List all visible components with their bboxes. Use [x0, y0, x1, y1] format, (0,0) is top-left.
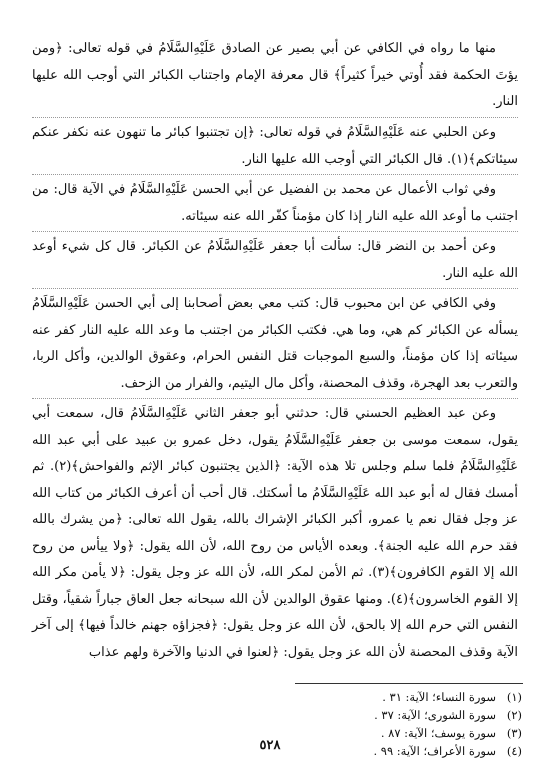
footnote-text: سورة الأعراف؛ الآية: ٩٩ . — [373, 744, 496, 758]
footnote-1 — [240, 688, 522, 706]
paragraph-separator — [32, 231, 518, 232]
footnote-number: (١) — [506, 690, 522, 704]
footnote-text: سورة يوسف؛ الآية: ٨٧ . — [380, 726, 496, 740]
paragraph-separator — [32, 288, 518, 289]
footnote-2 — [240, 706, 522, 724]
footnote-text: سورة النساء؛ الآية: ٣١ . — [382, 690, 496, 704]
paragraph-2: وعن الحلبي عنه عَلَيْهِ‌السَّلَامُ في قوله تعالى: ﴿إن تجتنبوا كبائر ما تنهون عنه نكفر عنكم سيئاتكم﴾(١). قال الكبائر التي أوجب الله عليها النار. — [32, 125, 518, 167]
footnote-text: سورة الشورى؛ الآية: ٣٧ . — [374, 708, 496, 722]
paragraph-5: وفي الكافي عن ابن محبوب قال: كتب معي بعض أصحابنا إلى أبي الحسن عَلَيْهِ‌السَّلَامُ يسأله عن الكبائر كم هي، وما هي. فكتب الكبائر من اجتنب ما وعد الله عليه النار كفر عنه سيئاته إذا كان مؤمناً، والسبع الموجبات قتل النفس الحرام، وعقوق الوالدين، وأكل الربا، والتعرب بعد الهجرة، وقذف المحصنة، وأكل مال اليتيم، والفرار من الزحف. — [32, 296, 518, 391]
paragraph-separator — [32, 174, 518, 175]
paragraph-3: وفي ثواب الأعمال عن محمد بن الفضيل عن أبي الحسن عَلَيْهِ‌السَّلَامُ في الآية قال: من اجتنب ما أوعد الله عليه النار إذا كان مؤمناً كفّر الله عنه سيئاته. — [32, 182, 518, 224]
paragraph-1: منها ما رواه في الكافي عن أبي بصير عن الصادق عَلَيْهِ‌السَّلَامُ في قوله تعالى: ﴿ومن يؤتَ الحكمة فقد أُوتي خيراً كثيراً﴾ قال معرفة الإمام واجتناب الكبائر التي أوجب الله عليها النار. — [32, 41, 518, 109]
footnote-number: (٤) — [506, 744, 522, 758]
footnote-number: (٢) — [506, 708, 522, 722]
footnote-number: (٣) — [506, 726, 522, 740]
paragraph-4: وعن أحمد بن النضر قال: سألت أبا جعفر عَلَيْهِ‌السَّلَامُ عن الكبائر. قال كل شيء أوعد الله عليه النار. — [32, 239, 518, 281]
main-text — [32, 36, 518, 666]
footnote-rule — [295, 683, 523, 684]
paragraph-separator — [32, 398, 518, 399]
page-number: ٥٢٨ — [259, 738, 281, 753]
paragraph-6: وعن عبد العظيم الحسني قال: حدثني أبو جعفر الثاني عَلَيْهِ‌السَّلَامُ قال، سمعت أبي يقول، سمعت موسى بن جعفر عَلَيْهِ‌السَّلَامُ يقول، دخل عمرو بن عبيد على أبي عبد الله عَلَيْهِ‌السَّلَامُ فلما سلم وجلس تلا هذه الآية: ﴿الذين يجتنبون كبائر الإثم والفواحش﴾(٢). ثم أمسك فقال له أبو عبد الله عَلَيْهِ‌السَّلَامُ ما أسكتك. قال أحب أن أعرف الكبائر من كتاب الله عز وجل فقال نعم يا عمرو، أكبر الكبائر الإشراك بالله، يقول الله تعالى: ﴿من يشرك بالله فقد حرم الله عليه الجنة﴾. وبعده الأياس من روح الله، لأن الله يقول: ﴿ولا ييأس من روح الله إلا القوم الكافرون﴾(٣). ثم الأمن لمكر الله، لأن الله عز وجل يقول: ﴿لا يأمن مكر الله إلا القوم الخاسرون﴾(٤). ومنها عقوق الوالدين لأن الله سبحانه جعل العاق جباراً شقياً، وقتل النفس التي حرم الله إلا بالحق، لأن الله عز وجل يقول: ﴿فجزاؤه جهنم خالداً فيها﴾ إلى آخر الآية وقذف المحصنة لأن الله عز وجل يقول: ﴿لعنوا في الدنيا والآخرة ولهم عذاب — [32, 406, 518, 660]
paragraph-separator — [32, 117, 518, 118]
